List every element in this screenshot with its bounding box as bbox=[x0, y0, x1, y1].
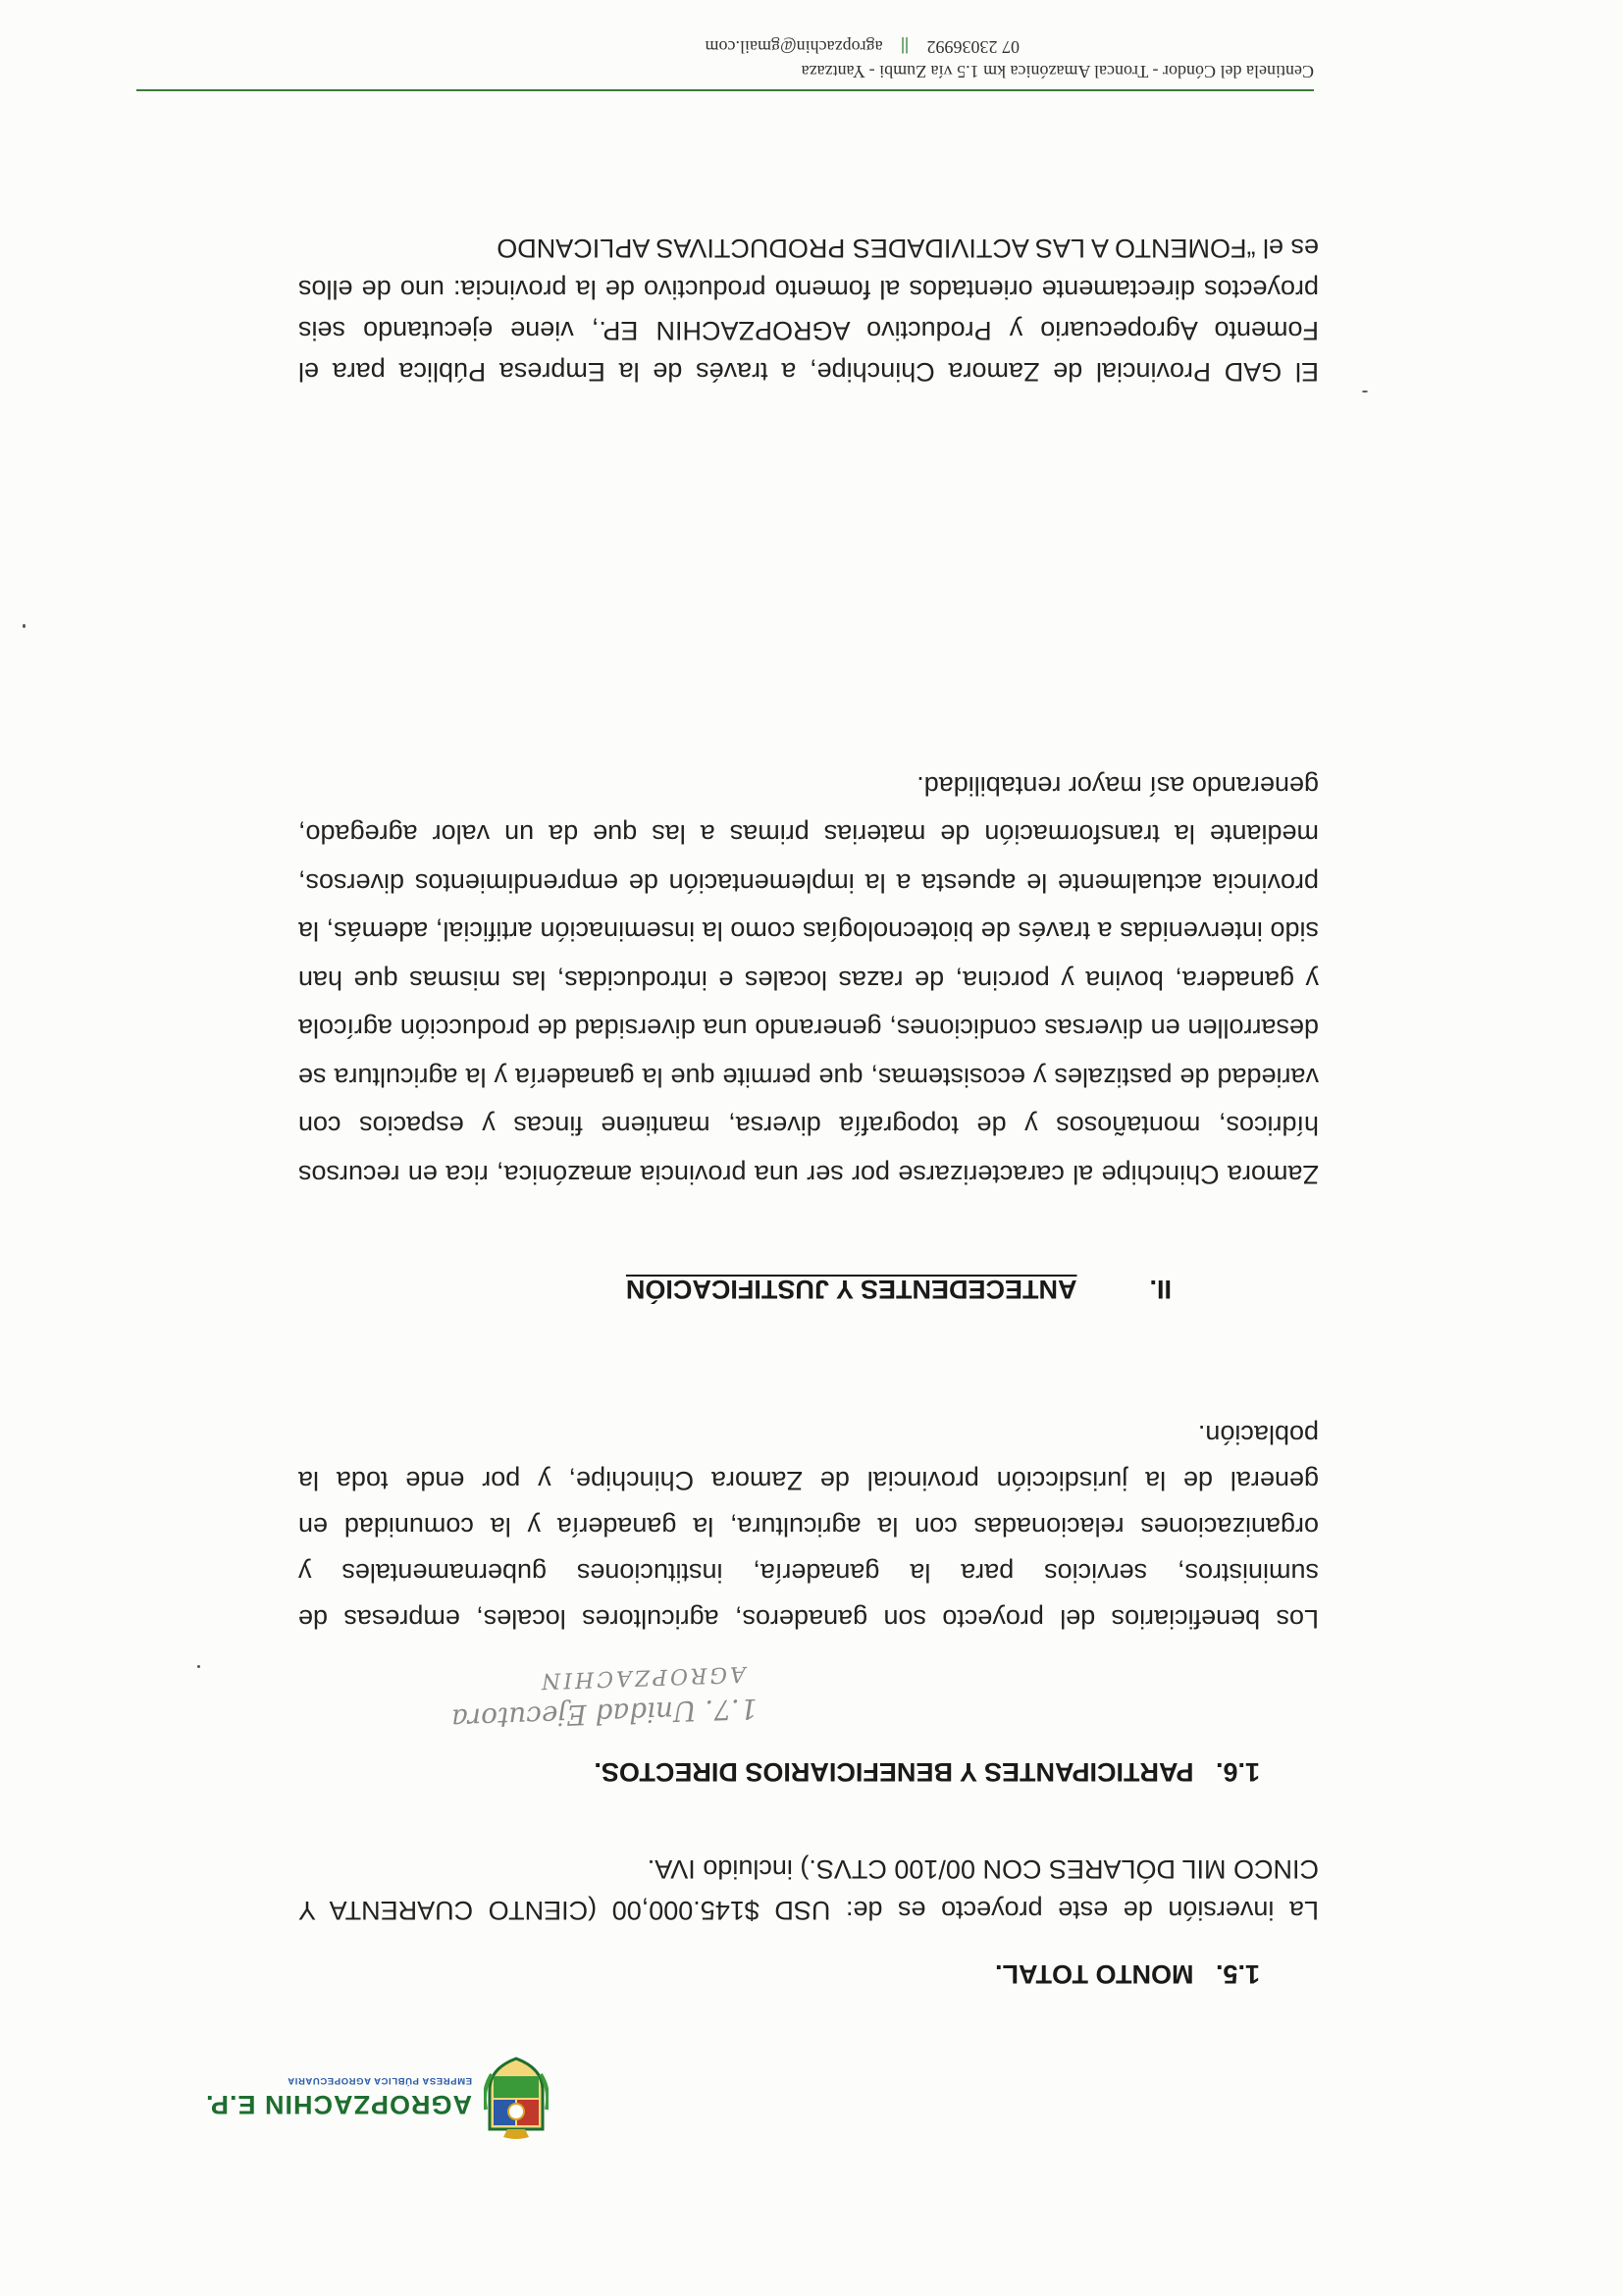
scan-speck bbox=[23, 624, 26, 628]
scan-speck bbox=[197, 1665, 200, 1668]
handwritten-annotation bbox=[404, 1660, 759, 1736]
section-number: II. bbox=[1149, 1275, 1172, 1304]
logo-name: AGROPZACHIN E.P. bbox=[204, 2090, 472, 2120]
section-heading-ii bbox=[626, 1274, 1172, 1304]
section-heading-1-6 bbox=[594, 1756, 1260, 1787]
section-number: 1.6. bbox=[1215, 1757, 1260, 1787]
letterhead-logo bbox=[205, 2057, 549, 2139]
footer-email: agropzachin@gmail.com bbox=[705, 37, 883, 57]
section-number: 1.5. bbox=[1215, 1959, 1260, 1989]
section-heading-1-5 bbox=[995, 1958, 1260, 1989]
coat-of-arms-icon bbox=[484, 2057, 549, 2139]
footer-address: Centinela del Cóndor - Troncal Amazónica km 1.5 vía Zumbi - Yantzaza bbox=[801, 62, 1314, 81]
paragraph-antecedentes-2: El GAD Provincial de Zamora Chinchipe, a través de la Empresa Pública para el Fomento Agropecuario y Productivo AGROPZACHIN EP., viene ejecutando seis proyectos directamente orientados al fomento productivo de la provincia: uno de ellos es el “FOMENTO A LAS ACTIVIDADES PRODUCTIVAS APLICANDO bbox=[298, 234, 1319, 387]
section-title: PARTICIPANTES Y BENEFICIARIOS DIRECTOS. bbox=[594, 1757, 1194, 1787]
footer-separator: || bbox=[901, 37, 909, 57]
paragraph-antecedentes-1: Zamora Chinchipe al caracterizarse por ser una provincia amazónica, rica en recursos hídricos, montañosos y de topografía diversa, mantiene fincas y espacios con variedad de pastizales y ecosistemas, que permite que la ganadería y la agricultura se desarrollen en diversas condiciones, generando una diversidad de producción agrícola y ganadera, bovina y porcina, de razas locales e introducidas, las mismas que han sido intervenidas a través de biotecnologías como la inseminación artificial, además, la provincia actualmente le apuesta a la implementación de emprendimientos diversos, mediante la transformación de materias primas a las que da un valor agregado, generando así mayor rentabilidad. bbox=[298, 771, 1319, 1189]
logo-subtitle: EMPRESA PÚBLICA AGROPECUARIA bbox=[287, 2075, 472, 2087]
page-footer bbox=[136, 36, 1314, 91]
footer-contact bbox=[136, 36, 1020, 57]
section-title: MONTO TOTAL. bbox=[994, 1959, 1194, 1989]
footer-rule bbox=[136, 89, 1314, 91]
paragraph-monto-total: La inversión de este proyecto es de: USD $145.000,00 (CIENTO CUARENTA Y CINCO MIL DÓLARES CON 00/100 CTVS.) incluido IVA. bbox=[298, 1854, 1319, 1925]
paragraph-beneficiarios: Los beneficiarios del proyecto son ganaderos, agricultores locales, empresas de suministros, servicios para la ganadería, instituciones gubernamentales y organizaciones relacionadas con la agricultura, la ganadería y la comunidad en general de la jurisdicción provincial de Zamora Chinchipe, y por ende toda la población. bbox=[298, 1420, 1319, 1634]
handwritten-line-2: AGROPZACHIN bbox=[538, 1660, 747, 1694]
footer-phone: 07 23036992 bbox=[926, 37, 1020, 57]
handwritten-line-1: 1.7. Unidad Ejecutora bbox=[450, 1692, 759, 1736]
scan-speck bbox=[1362, 391, 1368, 392]
section-title: ANTECEDENTES Y JUSTIFICACIÓN bbox=[625, 1275, 1077, 1304]
